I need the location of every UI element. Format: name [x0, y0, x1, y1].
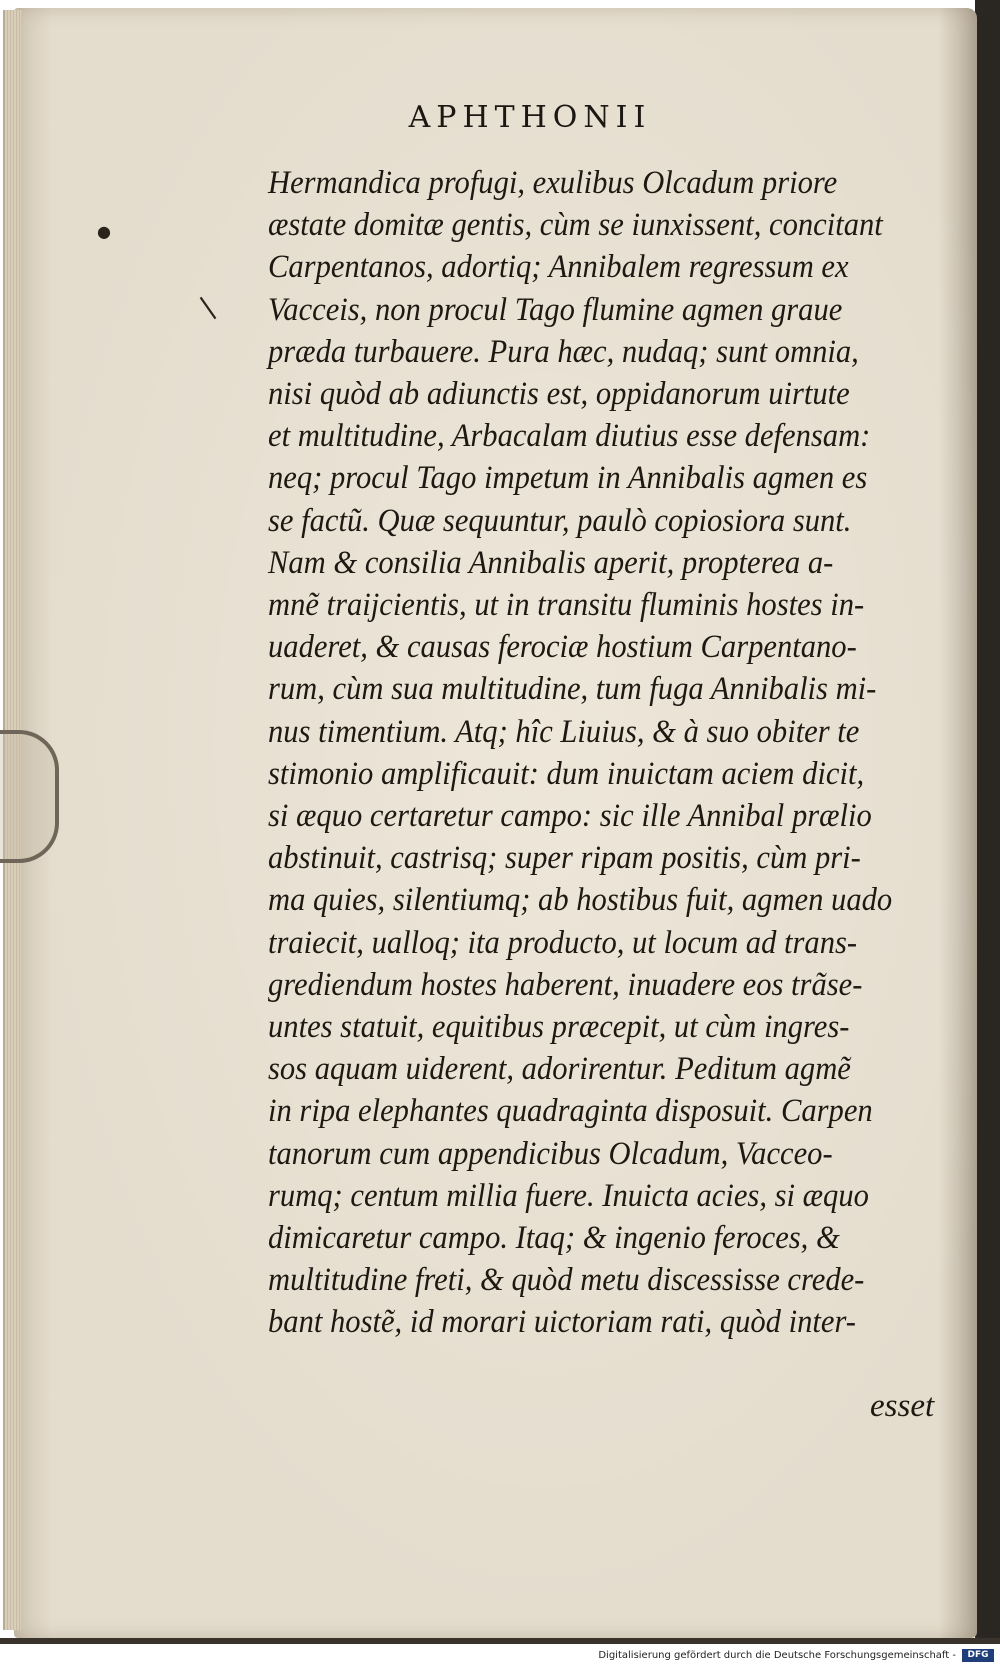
text-line: traiecit, ualloq; ita producto, ut locum ad trans- [268, 924, 858, 961]
text-line: stimonio amplificauit: dum inuictam aciem dicit, [268, 755, 865, 792]
scanner-background [975, 0, 1000, 1642]
bookmark-ribbon-loop [0, 730, 59, 863]
text-line: et multitudine, Arbacalam diutius esse defensam: [268, 418, 871, 455]
text-line: præda turbauere. Pura hæc, nudaq; sunt omnia, [268, 333, 859, 370]
digitization-credit: Digitalisierung gefördert durch die Deutsche Forschungsgemeinschaft - [598, 1650, 956, 1661]
text-line: nus timentium. Atq; hîc Liuius, & à suo obiter te [268, 713, 860, 750]
text-line: multitudine freti, & quòd metu discessisse crede- [268, 1262, 865, 1299]
body-text [268, 162, 948, 1344]
text-line: in ripa elephantes quadraginta disposuit. Carpen [268, 1093, 873, 1130]
dfg-logo: DFG [962, 1649, 994, 1662]
text-line: untes statuit, equitibus præcepit, ut cùm ingres- [268, 1009, 850, 1046]
text-line: bant hostẽ, id morari uictoriam rati, quòd inter- [268, 1304, 856, 1341]
text-line: rumq; centum millia fuere. Inuicta acies, si æquo [268, 1177, 869, 1214]
text-line: Hermandica profugi, exulibus Olcadum priore [268, 165, 838, 201]
text-line: dimicaretur campo. Itaq; & ingenio feroces, & [268, 1220, 840, 1257]
text-line: rum, cùm sua multitudine, tum fuga Annibalis mi- [268, 671, 877, 708]
text-line: Carpentanos, adortiq; Annibalem regressum ex [268, 249, 849, 286]
text-line: nisi quòd ab adiunctis est, oppidanorum uirtute [268, 376, 850, 413]
text-line: mnẽ traijcientis, ut in transitu fluminis hostes in- [268, 587, 865, 624]
text-line: neq; procul Tago impetum in Annibalis agmen es [268, 460, 868, 497]
text-line: Nam & consilia Annibalis aperit, propterea a- [268, 544, 834, 581]
running-head: APHTHONII [408, 100, 652, 135]
text-line: æstate domitæ gentis, cùm se iunxissent, concitant [268, 207, 883, 244]
text-line: si æquo certaretur campo: sic ille Annibal prælio [268, 798, 872, 835]
text-line: se factũ. Quæ sequuntur, paulò copiosiora sunt. [268, 502, 852, 539]
text-line: grediendum hostes haberent, inuadere eos trãse- [268, 966, 863, 1003]
text-line: abstinuit, castrisq; super ripam positis, cùm pri- [268, 840, 861, 877]
catchword: esset [870, 1388, 935, 1424]
text-line: Vacceis, non procul Tago flumine agmen graue [268, 291, 843, 328]
text-line: sos aquam uiderent, adorirentur. Peditum agmẽ [268, 1051, 851, 1088]
text-line: uaderet, & causas ferociæ hostium Carpentano- [268, 629, 857, 666]
text-line: tanorum cum appendicibus Olcadum, Vacceo- [268, 1135, 833, 1172]
text-line: ma quies, silentiumq; ab hostibus fuit, agmen uado [268, 882, 893, 919]
ink-stroke-mark: | [195, 292, 220, 322]
ink-dot-mark: ● [97, 222, 111, 241]
